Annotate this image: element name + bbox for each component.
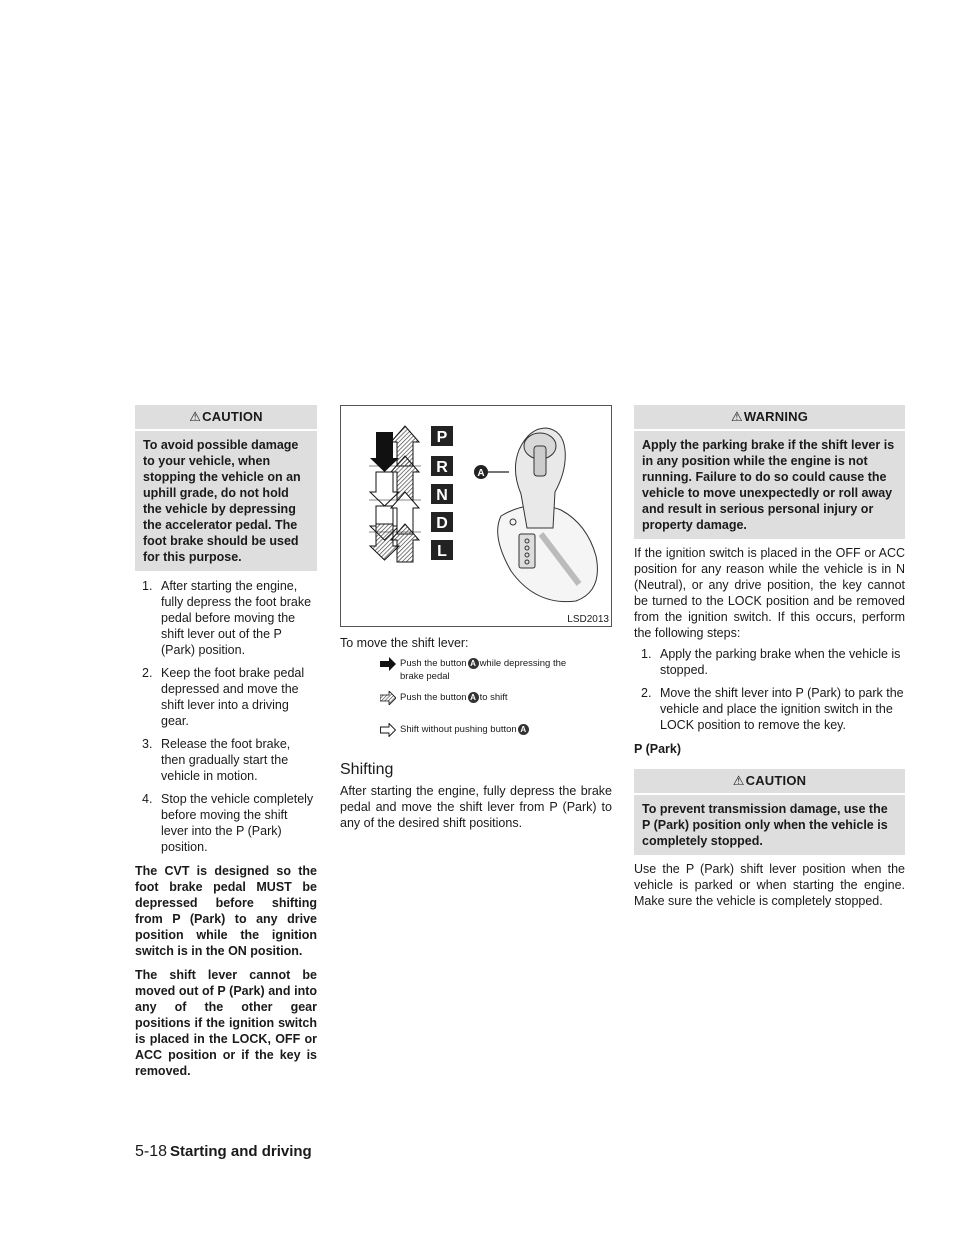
- button-a-icon: A: [468, 692, 479, 703]
- ignition-paragraph: If the ignition switch is placed in the OFF or ACC position for any reason while the vehicle is in N (Neutral), or any drive position, the key cannot be turned to the LOCK position and be removed from the ignition switch. If this occurs, perform the following steps:: [634, 546, 905, 640]
- gear-label-d: D: [436, 515, 448, 532]
- legend-item-hatched: Push the button A to shift: [340, 691, 612, 717]
- park-paragraph: Use the P (Park) shift lever position when the vehicle is parked or when starting the engine. Make sure the vehicle is completely stopped.: [634, 862, 905, 908]
- legend-item-solid: Push the button A while depressing the brake pedal: [340, 657, 612, 683]
- caution-header: ⚠CAUTION: [135, 405, 317, 429]
- warning-triangle-icon: ⚠: [189, 409, 202, 424]
- gear-label-p: P: [436, 429, 448, 446]
- gear-label-l: L: [437, 543, 447, 560]
- shift-pattern-illustration: [341, 406, 611, 626]
- caution-text: To prevent transmission damage, use the P (Park) position only when the vehicle is completely stopped.: [634, 795, 905, 855]
- callout-a-label: A: [477, 468, 485, 479]
- button-a-icon: A: [468, 658, 479, 669]
- park-heading: P (Park): [634, 742, 682, 756]
- warning-triangle-icon: ⚠: [730, 409, 743, 424]
- shift-lock-paragraph: The shift lever cannot be moved out of P (Park) and into any of the other gear positions if the ignition switch is placed in the LOCK, OFF or ACC position or if the key is removed.: [135, 968, 317, 1078]
- button-a-icon: A: [518, 724, 529, 735]
- section-name: Starting and driving: [170, 1143, 312, 1160]
- list-item: 3. Release the foot brake, then gradually start the vehicle in motion.: [142, 737, 291, 783]
- list-item: 1. After starting the engine, fully depress the foot brake pedal before moving the shift lever out of the P (Park) position.: [142, 579, 312, 657]
- left-column: [135, 405, 317, 1079]
- cvt-paragraph: The CVT is designed so the foot brake pedal MUST be depressed before shifting from P (Park) to any drive position while the ignition switch is in the ON position.: [135, 864, 317, 958]
- figure-code: LSD2013: [567, 614, 609, 625]
- caution-header: ⚠CAUTION: [634, 769, 905, 793]
- list-item: 4. Stop the vehicle completely before moving the shift lever into the P (Park) position.: [142, 792, 314, 854]
- caution-text: To avoid possible damage to your vehicle, when stopping the vehicle on an uphill grade, do not hold the vehicle by depressing the accelerator pedal. The foot brake should be used for this purpose.: [135, 431, 317, 571]
- gear-label-n: N: [436, 487, 448, 504]
- list-item: 1. Apply the parking brake when the vehicle is stopped.: [641, 647, 901, 677]
- middle-column: [340, 405, 612, 831]
- shifting-paragraph: After starting the engine, fully depress the brake pedal and move the shift lever from P (Park) to any of the desired shift positions.: [340, 784, 612, 830]
- shift-lever-figure: [340, 405, 612, 627]
- shift-lever-drawing: [498, 428, 598, 602]
- outline-arrow-icon: [370, 472, 399, 506]
- right-column: [634, 405, 905, 909]
- section-title-shifting: Shifting: [340, 761, 394, 778]
- outline-arrow-icon: [380, 723, 396, 737]
- legend-item-outline: Shift without pushing button A: [340, 723, 612, 749]
- page-number: 5-18: [135, 1143, 168, 1160]
- warning-header: ⚠WARNING: [634, 405, 905, 429]
- gear-label-r: R: [436, 459, 448, 476]
- list-item: 2. Move the shift lever into P (Park) to park the vehicle and place the ignition switch in the LOCK position to remove the key.: [641, 686, 904, 732]
- key-removal-steps-list: [634, 646, 905, 733]
- hatched-arrow-icon: [380, 691, 396, 705]
- start-steps-list: [135, 578, 317, 855]
- solid-arrow-icon: [380, 657, 396, 671]
- list-item: 2. Keep the foot brake pedal depressed and move the shift lever into a driving gear.: [142, 666, 305, 728]
- warning-text: Apply the parking brake if the shift lever is in any position while the engine is not running. Failure to do so could cause the vehicle to move unexpectedly or roll away and result in serious personal injury or property damage.: [634, 431, 905, 539]
- legend-intro: To move the shift lever:: [340, 636, 469, 650]
- page-footer: [135, 1143, 312, 1161]
- warning-triangle-icon: ⚠: [732, 773, 745, 788]
